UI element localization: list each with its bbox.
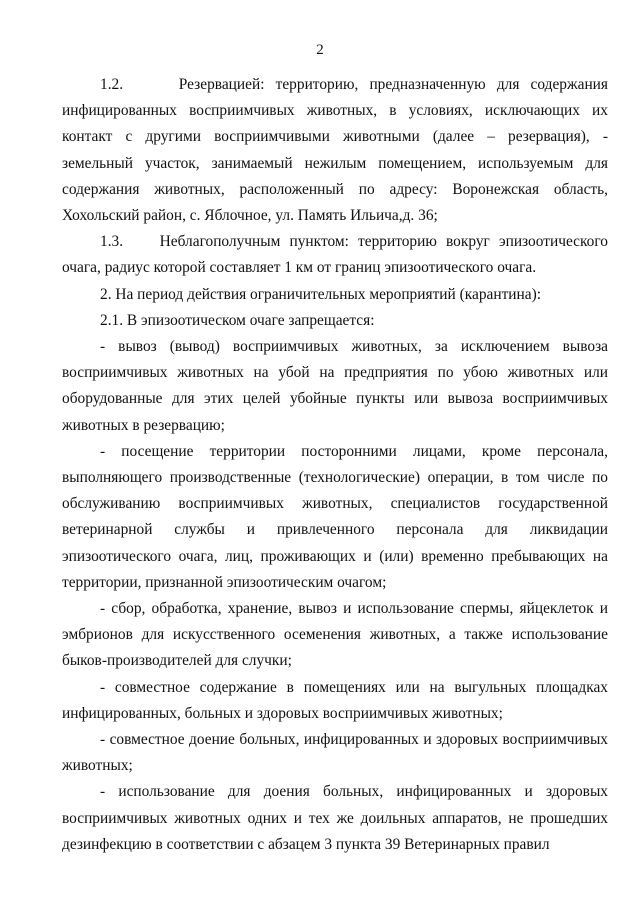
list-item-joint-milking-ban: - совместное доение больных, инфицированных и здоровых восприимчивых животных; bbox=[62, 731, 608, 775]
paragraph-reservation-definition: 1.2. Резервацией: территорию, предназначенную для содержания инфицированных восприимчивых животных, в условиях, исключающих их контакт с другими восприимчивыми животными (далее – резервация), - земельный участок, занимаемый нежилым помещением, используемым для содержания животных, расположенный по адресу: Воронежская область, Хохольский район, с. Яблочное, ул. Память Ильича,д. 36; bbox=[62, 76, 608, 225]
paragraph-prohibitions-heading: 2.1. В эпизоотическом очаге запрещается: bbox=[100, 311, 375, 329]
list-item-semen-ban: - сбор, обработка, хранение, вывоз и использование спермы, яйцеклеток и эмбрионов для искусственного осеменения животных, а также использование быков-производителей для случки; bbox=[62, 600, 608, 670]
paragraph-quarantine-period: 2. На период действия ограничительных мероприятий (карантина): bbox=[100, 285, 542, 303]
list-item-milking-equipment-ban: - использование для доения больных, инфицированных и здоровых восприимчивых животных одних и тех же доильных аппаратов, не прошедших дезинфекцию в соответствии с абзацем 3 пункта 39 Ветеринарных правил bbox=[62, 783, 608, 853]
list-item-visit-ban: - посещение территории посторонними лицами, кроме персонала, выполняющего производственные (технологические) операции, в том числе по обслуживанию восприимчивых животных, специалистов государственной ветеринарной службы и привлеченного персонала для ликвидации эпизоотического очага, лиц, проживающих и (или) временно пребывающих на территории, признанной эпизоотическим очагом; bbox=[62, 442, 608, 591]
paragraph-unfavorable-point-definition: 1.3. Неблагополучным пунктом: территорию вокруг эпизоотического очага, радиус которой составляет 1 км от границ эпизоотического очага. bbox=[62, 233, 608, 277]
list-item-joint-keeping-ban: - совместное содержание в помещениях или на выгульных площадках инфицированных, больных и здоровых восприимчивых животных; bbox=[62, 678, 608, 722]
document-body bbox=[62, 72, 608, 858]
list-item-export-ban: - вывоз (вывод) восприимчивых животных, за исключением вывоза восприимчивых животных на убой на предприятия по убою животных или оборудованные для этих целей убойные пункты или вывоза восприимчивых животных в резервацию; bbox=[62, 338, 608, 434]
page-number: 2 bbox=[316, 42, 324, 58]
